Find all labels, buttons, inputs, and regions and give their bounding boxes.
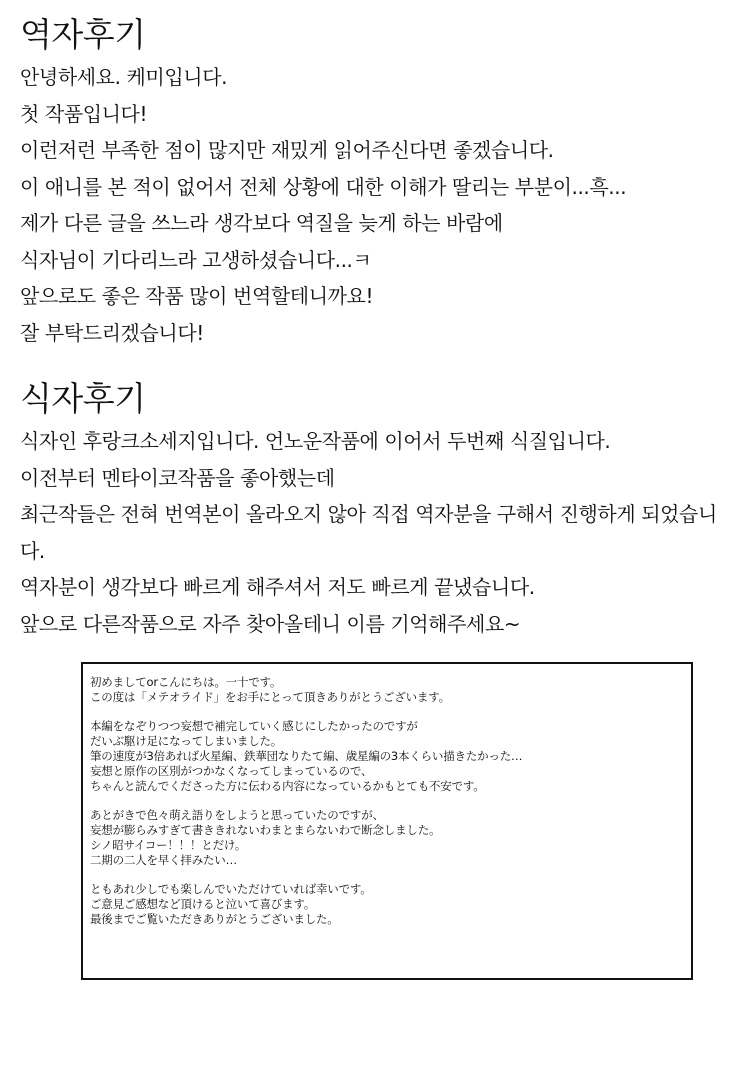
editor-line: 식자인 후랑크소세지입니다. 언노운작품에 이어서 두번째 식질입니다.: [20, 429, 611, 453]
author-note-line: シノ昭サイコー！！！とだけ。: [90, 837, 247, 852]
paragraph-spacer: [90, 867, 691, 882]
translator-line: 제가 다른 글을 쓰느라 생각보다 역질을 늦게 하는 바람에: [20, 211, 503, 235]
translator-line: 이런저런 부족한 점이 많지만 재밌게 읽어주신다면 좋겠습니다.: [20, 138, 554, 162]
editor-line: 앞으로 다른작품으로 자주 찾아올테니 이름 기억해주세요~: [20, 611, 521, 636]
author-note-line: 初めましてorこんにちは。一十です。: [90, 675, 282, 689]
author-note-line: あとがきで色々萌え語りをしようと思っていたのですが、: [90, 808, 384, 823]
author-note-line: 本編をなぞりつつ妄想で補完していく感じにしたかったのですが: [90, 719, 418, 734]
translator-line: 앞으로도 좋은 작품 많이 번역할테니까요!: [20, 284, 374, 308]
author-note-line: ちゃんと読んでくださった方に伝わる内容になっているかもとても不安です。: [90, 778, 485, 793]
author-note-line: 妄想が膨らみすぎて書ききれないわまとまらないわで断念しました。: [90, 822, 441, 837]
paragraph-spacer: [90, 793, 691, 808]
author-note-box: [81, 662, 693, 980]
author-note-line: 筆の速度が3倍あれば火星編、鉄華団なりたて編、歳星編の3本くらい描きたかった…: [90, 748, 523, 763]
translator-line: 식자님이 기다리느라 고생하셨습니다...ㅋ: [20, 247, 372, 272]
translator-afterword: [20, 14, 745, 351]
author-note-line: 最後までご覧いただきありがとうございました。: [90, 911, 339, 926]
author-note-line: ご意見ご感想など頂けると泣いて喜びます。: [90, 896, 316, 911]
paragraph-spacer: [90, 705, 691, 720]
author-note-line: ともあれ少しでも楽しんでいただけていれば幸いです。: [90, 882, 372, 897]
translator-line: 잘 부탁드리겠습니다!: [20, 320, 204, 345]
translator-line: 안녕하세요. 케미입니다.: [20, 65, 228, 89]
translator-line: 첫 작품입니다!: [20, 101, 148, 126]
translator-heading: 역자후기: [20, 15, 146, 54]
author-note-line: だいぶ駆け足になってしまいました。: [90, 734, 283, 749]
editor-line: 역자분이 생각보다 빠르게 해주셔서 저도 빠르게 끝냈습니다.: [20, 575, 535, 599]
editor-line: 이전부터 멘타이코작품을 좋아했는데: [20, 465, 335, 490]
translator-line: 이 애니를 본 적이 없어서 전체 상황에 대한 이해가 딸리는 부분이...흑...: [20, 174, 627, 199]
editor-heading: 식자후기: [20, 379, 146, 418]
author-note-line: 二期の二人を早く拝みたい…: [90, 852, 237, 867]
author-note-line: 妄想と原作の区別がつかなくなってしまっているので、: [90, 763, 373, 778]
editor-line: 최근작들은 전혀 번역본이 올라오지 않아 직접 역자분을 구해서 진행하게 되었습니다.: [20, 502, 717, 563]
author-note-line: この度は「メテオライド」をお手にとって頂きありがとうございます。: [90, 689, 450, 704]
editor-afterword: [20, 378, 745, 642]
